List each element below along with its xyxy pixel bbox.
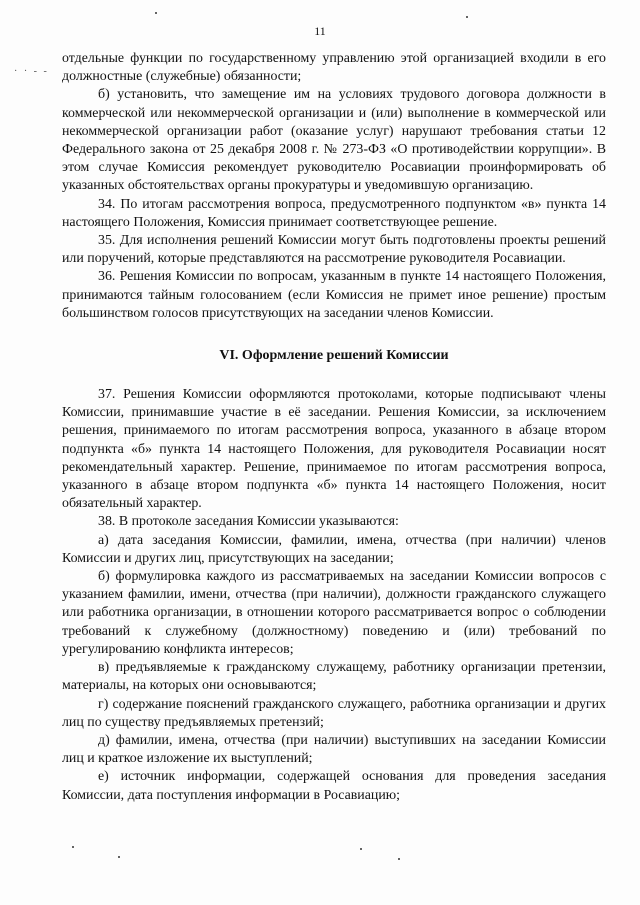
paragraph-cont: отдельные функции по государственному управлению этой организацией входили в его должностные (служебные) обязанности;	[62, 51, 606, 85]
paragraph-b: б) установить, что замещение им на условиях трудового договора должности в коммерческой или некоммерческой организации и (или) выполнение в коммерческой или некоммерческой организации работ (оказание услуг) нарушают требования статьи 12 Федерального закона от 25 декабря 2008 г. № 273-ФЗ «О противодействии коррупции». В этом случае Комиссия рекомендует руководителю Росавиации проинформировать об указанных обстоятельствах органы прокуратуры и уведомившую организацию.	[62, 87, 606, 194]
scan-speck	[155, 12, 157, 14]
paragraph-38v: в) предъявляемые к гражданскому служащему, работнику организации претензии, материалы, на которых они основываются;	[62, 660, 606, 694]
paragraph-38b: б) формулировка каждого из рассматриваемых на заседании Комиссии вопросов с указанием фамилии, имени, отчества (при наличии), должности гражданского служащего или работника организации, в отношении которого рассматривается вопрос о соблюдении требований к служебному (должностному) поведению и (или) требований по урегулированию конфликта интересов;	[62, 569, 606, 657]
paragraph-35: 35. Для исполнения решений Комиссии могут быть подготовлены проекты решений или поручений, которые представляются на рассмотрение руководителя Росавиации.	[62, 233, 606, 267]
page-number: 11	[314, 24, 326, 38]
paragraph-38a: а) дата заседания Комиссии, фамилии, имена, отчества (при наличии) членов Комиссии и других лиц, присутствующих на заседании;	[62, 532, 606, 566]
scan-speck	[360, 848, 362, 850]
paragraph-37: 37. Решения Комиссии оформляются протоколами, которые подписывают члены Комиссии, принимавшие участие в её заседании. Решения Комиссии, за исключением решения, принимаемого по итогам рассмотрения вопроса, указанного в абзаце втором подпункта «б» пункта 14 настоящего Положения, для руководителя Росавиации носят рекомендательный характер. Решение, принимаемое по итогам рассмотрения вопроса, указанного в абзаце втором подпункта «б» пункта 14 настоящего Положения, носит обязательный характер.	[62, 387, 606, 512]
scan-mark: · · - -	[14, 66, 49, 77]
paragraphs-before-heading	[62, 50, 606, 323]
document-body	[62, 50, 606, 805]
scan-speck	[466, 16, 468, 18]
scan-speck	[118, 856, 120, 858]
paragraph-38: 38. В протоколе заседания Комиссии указываются:	[98, 514, 399, 530]
paragraph-34: 34. По итогам рассмотрения вопроса, предусмотренного подпунктом «в» пункта 14 настоящего Положения, Комиссия принимает соответствующее решение.	[62, 196, 606, 230]
paragraph-38e: е) источник информации, содержащей основания для проведения заседания Комиссии, дата поступления информации в Росавиацию;	[62, 769, 606, 803]
paragraph-36: 36. Решения Комиссии по вопросам, указанным в пункте 14 настоящего Положения, принимаются тайным голосованием (если Комиссия не примет иное решение) простым большинством голосов присутствующих на заседании членов Комиссии.	[62, 269, 606, 321]
paragraph-38d: д) фамилии, имена, отчества (при наличии) выступивших на заседании Комиссии лиц и краткое изложение их выступлений;	[62, 732, 606, 767]
paragraph-38g: г) содержание пояснений гражданского служащего, работника организации и других лиц по существу предъявляемых претензий;	[62, 696, 606, 730]
scan-speck	[72, 846, 74, 848]
paragraphs-after-heading	[62, 386, 606, 805]
scan-speck	[398, 858, 400, 860]
section-heading: VI. Оформление решений Комиссии	[219, 348, 449, 364]
